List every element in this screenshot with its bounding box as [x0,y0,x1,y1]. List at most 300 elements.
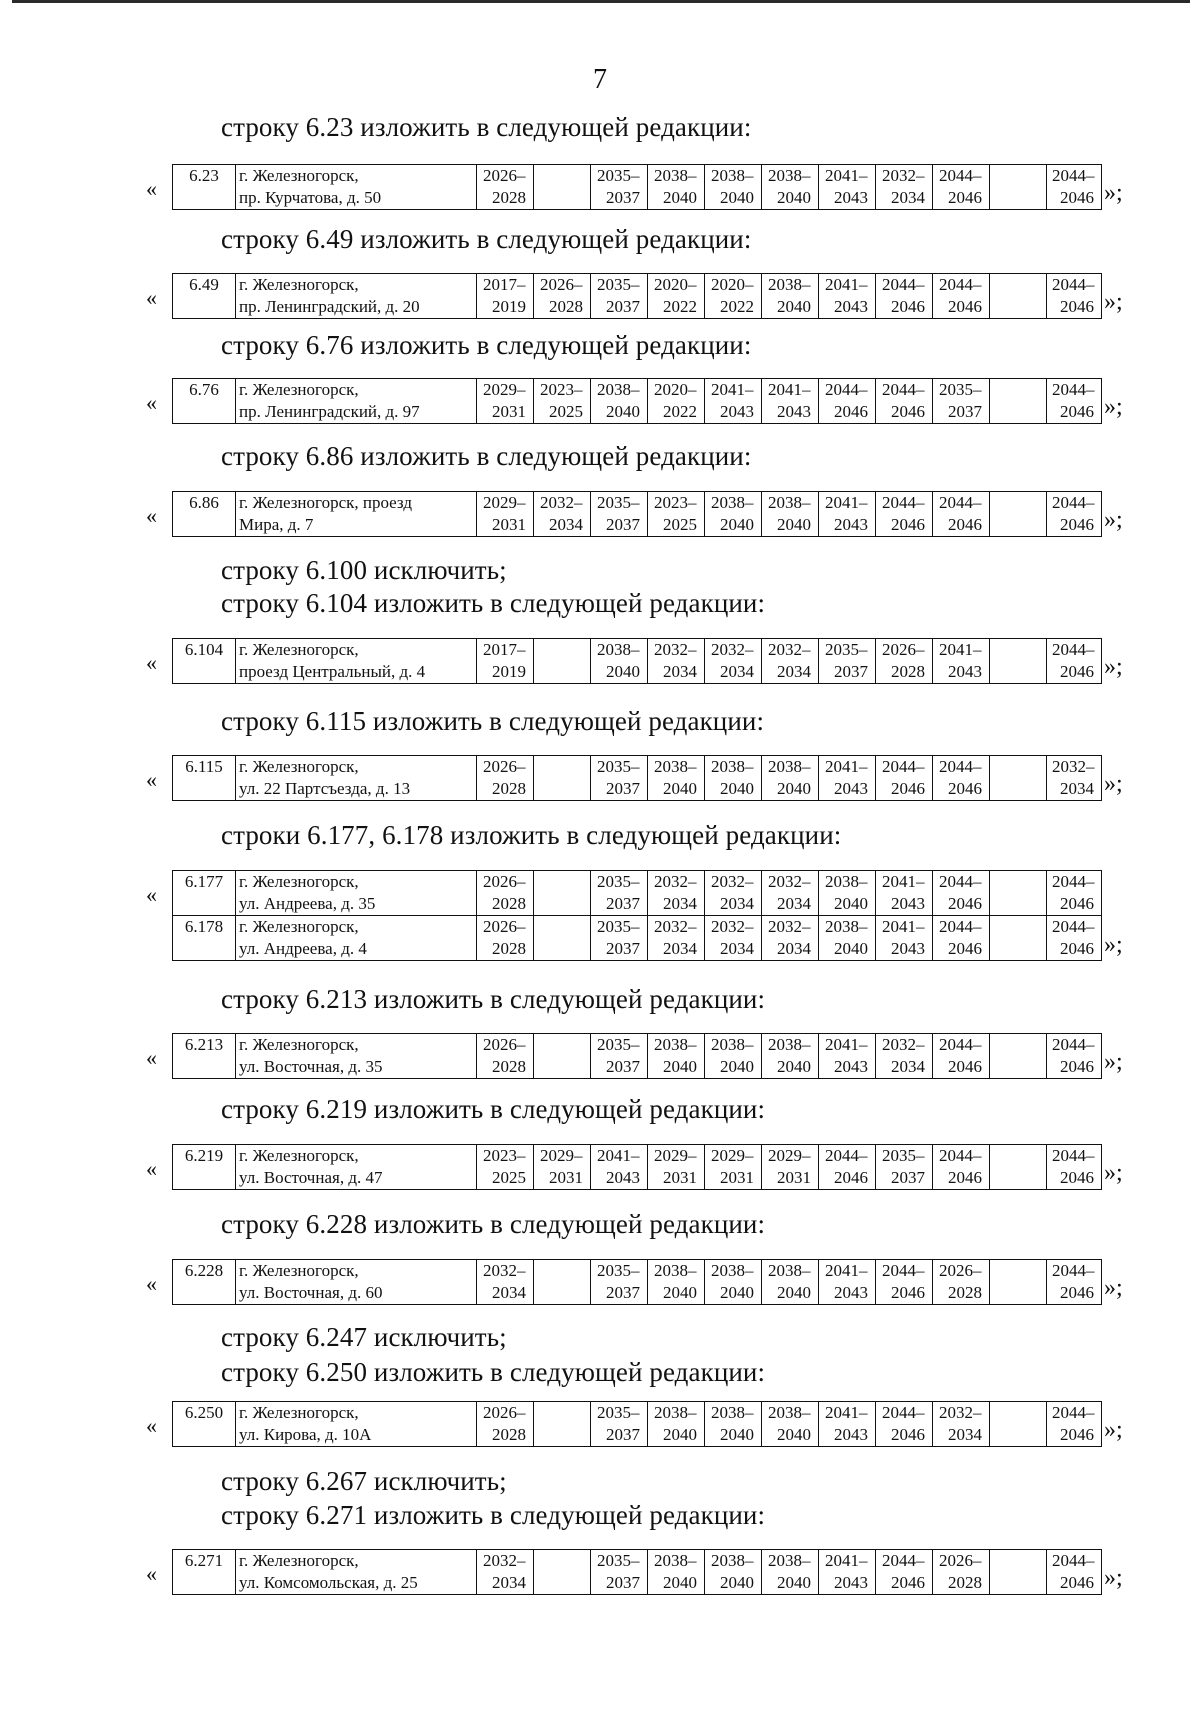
year-start: 2041– [768,380,811,399]
year-start: 2029– [711,1146,754,1165]
year-end: 2037 [606,894,640,913]
amendment-table [172,491,1102,537]
year-start: 2035– [597,493,640,512]
year-range-cell [876,492,933,537]
year-start: 2032– [711,917,754,936]
year-range-cell [648,1145,705,1190]
year-end [537,938,587,960]
year-range-cell [534,639,591,684]
address-cell [236,756,477,801]
year-range-cell [591,1145,648,1190]
instruction-6-86: строку 6.86 изложить в следующей редакции: [221,441,752,471]
row-number-cell [173,871,236,916]
year-start: 2029– [768,1146,811,1165]
address-cell [236,916,477,961]
year-end: 2025 [663,515,697,534]
year-range-cell [933,639,990,684]
year-end: 2046 [891,779,925,798]
year-range-cell [591,756,648,801]
year-end: 2037 [606,515,640,534]
year-start: 2044– [939,493,982,512]
year-range-cell [477,1402,534,1447]
year-end: 2031 [720,1168,754,1187]
open-quote: « [146,1413,157,1438]
year-start: 2041– [597,1146,640,1165]
year-range-cell [990,639,1047,684]
year-range-cell [819,1402,876,1447]
year-start: 2038– [768,757,811,776]
year-end: 2046 [891,1283,925,1302]
year-start: 2017– [483,275,526,294]
year-range-cell [648,1260,705,1305]
year-start [993,492,1043,514]
row-number-cell [173,916,236,961]
year-range-cell [705,916,762,961]
year-range-cell [705,379,762,424]
year-range-cell [762,165,819,210]
address-line-2: пр. Курчатова, д. 50 [239,188,382,207]
year-range-cell [591,379,648,424]
address-line-1: г. Железногорск, [239,917,359,936]
row-number: 6.76 [189,380,219,399]
year-start: 2038– [711,1035,754,1054]
year-range-cell [705,1402,762,1447]
address-cell [236,1145,477,1190]
year-end: 2046 [948,1168,982,1187]
year-start: 2035– [597,917,640,936]
year-start: 2023– [483,1146,526,1165]
year-range-cell [477,1145,534,1190]
close-quote: »; [1104,289,1123,315]
open-quote: « [146,1271,157,1296]
close-quote: »; [1104,394,1123,420]
row-number: 6.115 [185,757,223,776]
year-start [993,639,1043,661]
amendment-table [172,755,1102,801]
year-start [993,274,1043,296]
year-end: 2040 [663,1057,697,1076]
total-year-range-cell [1047,916,1102,961]
year-range-cell [876,1034,933,1079]
year-end [993,661,1043,683]
year-start [993,756,1043,778]
row-number-cell [173,1402,236,1447]
instruction-6-23: строку 6.23 изложить в следующей редакции: [221,112,752,142]
year-start: 2032– [711,872,754,891]
address-cell [236,379,477,424]
year-end: 2046 [891,1425,925,1444]
year-range-cell [534,1550,591,1595]
year-end: 2031 [492,402,526,421]
year-start: 2026– [483,917,526,936]
address-line-2: ул. Восточная, д. 60 [239,1283,383,1302]
year-end: 2043 [720,402,754,421]
year-end: 2037 [834,662,868,681]
year-start: 2038– [654,1403,697,1422]
instruction-6-247: строку 6.247 исключить; [221,1322,507,1352]
total-year-range-cell [1047,1260,1102,1305]
year-start: 2032– [654,917,697,936]
year-end: 2034 [492,1283,526,1302]
table-row [173,871,1102,916]
year-end: 2043 [606,1168,640,1187]
year-end: 2046 [1060,188,1094,207]
year-range-cell [762,916,819,961]
year-start: 2038– [654,757,697,776]
row-number: 6.23 [189,166,219,185]
year-end: 2040 [720,779,754,798]
total-year-range-cell [1047,1145,1102,1190]
year-range-cell [933,1145,990,1190]
year-start [537,1034,587,1056]
year-range-cell [819,1145,876,1190]
year-end: 2037 [606,1573,640,1592]
row-number: 6.271 [184,1551,224,1570]
year-end: 2040 [720,1573,754,1592]
year-end: 2028 [891,662,925,681]
year-start: 2044– [1052,1146,1095,1165]
year-start: 2044– [1052,1551,1095,1570]
year-start: 2044– [939,1146,982,1165]
year-range-cell [648,492,705,537]
address-line-1: г. Железногорск, [239,380,359,399]
year-end: 2037 [606,939,640,958]
year-range-cell [648,1402,705,1447]
year-end: 2037 [606,779,640,798]
year-end: 2046 [948,894,982,913]
amendment-table [172,870,1102,961]
year-range-cell [762,756,819,801]
year-end: 2040 [720,515,754,534]
year-start: 2035– [597,1035,640,1054]
year-range-cell [819,639,876,684]
year-start [537,1550,587,1572]
year-range-cell [477,1260,534,1305]
year-start [993,916,1043,938]
year-range-cell [648,165,705,210]
year-end: 2040 [834,939,868,958]
year-range-cell [477,756,534,801]
year-end [993,778,1043,800]
year-start: 2044– [1052,493,1095,512]
year-range-cell [819,1550,876,1595]
year-start: 2035– [597,872,640,891]
year-end: 2034 [549,515,583,534]
year-end: 2040 [777,1425,811,1444]
year-start: 2038– [825,917,868,936]
year-start: 2035– [597,757,640,776]
year-end: 2046 [1060,939,1094,958]
year-range-cell [933,1034,990,1079]
year-start: 2035– [597,275,640,294]
year-start: 2044– [1052,1035,1095,1054]
year-start [993,165,1043,187]
total-year-range-cell [1047,379,1102,424]
year-range-cell [990,1034,1047,1079]
year-range-cell [705,165,762,210]
address-cell [236,1034,477,1079]
year-range-cell [705,1034,762,1079]
year-end: 2043 [834,188,868,207]
year-range-cell [819,379,876,424]
year-end: 2046 [948,939,982,958]
year-end [993,401,1043,423]
year-start: 2044– [939,917,982,936]
address-line-1: г. Железногорск, [239,275,359,294]
year-end [537,1282,587,1304]
year-start: 2044– [882,275,925,294]
year-end: 2028 [492,188,526,207]
year-range-cell [762,1145,819,1190]
year-start: 2029– [540,1146,583,1165]
year-end [993,514,1043,536]
instruction-6-76: строку 6.76 изложить в следующей редакции: [221,330,752,360]
amendment-table [172,1549,1102,1595]
year-end: 2043 [834,1057,868,1076]
year-start: 2044– [1052,872,1095,891]
total-year-range-cell [1047,492,1102,537]
year-end: 2031 [663,1168,697,1187]
year-range-cell [876,1550,933,1595]
year-end: 2034 [777,939,811,958]
total-year-range-cell [1047,871,1102,916]
year-start: 2026– [483,1403,526,1422]
year-end: 2043 [834,779,868,798]
year-end [993,1056,1043,1078]
year-end: 2046 [891,1573,925,1592]
year-range-cell [477,871,534,916]
year-end: 2040 [663,188,697,207]
instruction-6-100: строку 6.100 исключить; [221,555,507,585]
year-end: 2034 [777,894,811,913]
year-range-cell [933,379,990,424]
year-end: 2046 [948,188,982,207]
instruction-6-267: строку 6.267 исключить; [221,1466,507,1496]
year-end [993,893,1043,915]
year-end [537,893,587,915]
year-start: 2032– [711,640,754,659]
amendment-table [172,1144,1102,1190]
year-range-cell [648,871,705,916]
year-start: 2044– [882,380,925,399]
year-start: 2038– [711,166,754,185]
year-end: 2031 [549,1168,583,1187]
year-range-cell [705,1550,762,1595]
address-line-2: пр. Ленинградский, д. 97 [239,402,420,421]
row-number: 6.178 [184,917,224,936]
year-start: 2029– [654,1146,697,1165]
year-range-cell [534,1145,591,1190]
year-range-cell [534,1402,591,1447]
year-end: 2040 [834,894,868,913]
year-end: 2034 [492,1573,526,1592]
year-range-cell [990,274,1047,319]
year-end: 2028 [492,1425,526,1444]
row-number: 6.49 [189,275,219,294]
year-end: 2025 [549,402,583,421]
row-number-cell [173,1145,236,1190]
year-range-cell [762,1034,819,1079]
year-end: 2040 [663,779,697,798]
year-start: 2035– [825,640,868,659]
year-start: 2029– [483,493,526,512]
year-start: 2038– [711,1403,754,1422]
year-start: 2044– [1052,275,1095,294]
year-end [537,1572,587,1594]
instruction-6-228: строку 6.228 изложить в следующей редакции: [221,1209,766,1239]
year-start [537,165,587,187]
open-quote: « [146,882,157,907]
year-end: 2040 [606,662,640,681]
address-cell [236,639,477,684]
year-end: 2043 [834,1573,868,1592]
year-end: 2028 [492,894,526,913]
year-range-cell [591,274,648,319]
year-range-cell [591,1402,648,1447]
table-row [173,1034,1102,1079]
address-line-2: ул. Комсомольская, д. 25 [239,1573,418,1592]
year-start: 2038– [654,1261,697,1280]
year-start: 2038– [825,872,868,891]
year-end: 2037 [891,1168,925,1187]
year-end [537,778,587,800]
year-start: 2032– [882,1035,925,1054]
year-end: 2025 [492,1168,526,1187]
year-end: 2034 [891,1057,925,1076]
open-quote: « [146,1156,157,1181]
year-end [993,1167,1043,1189]
year-start: 2026– [483,1035,526,1054]
amendment-table [172,1401,1102,1447]
year-start: 2044– [939,1035,982,1054]
year-end: 2040 [606,402,640,421]
year-end [537,1424,587,1446]
year-end: 2037 [948,402,982,421]
row-number-cell [173,1260,236,1305]
year-start: 2038– [768,493,811,512]
year-range-cell [990,1402,1047,1447]
year-start: 2041– [825,757,868,776]
year-end: 2040 [777,1573,811,1592]
amendment-table [172,164,1102,210]
year-range-cell [933,274,990,319]
address-line-2: ул. Андреева, д. 4 [239,939,367,958]
year-end: 2043 [834,1425,868,1444]
year-end: 2040 [720,1283,754,1302]
year-end: 2034 [948,1425,982,1444]
year-end: 2034 [663,894,697,913]
open-quote: « [146,390,157,415]
open-quote: « [146,176,157,201]
year-end: 2040 [663,1425,697,1444]
year-end [537,661,587,683]
year-start: 2044– [882,1551,925,1570]
year-start: 2038– [597,380,640,399]
year-range-cell [876,379,933,424]
year-end: 2043 [891,894,925,913]
year-range-cell [477,492,534,537]
year-end: 2022 [663,297,697,316]
year-range-cell [591,916,648,961]
year-start: 2032– [768,872,811,891]
year-end: 2034 [663,662,697,681]
address-line-2: ул. Андреева, д. 35 [239,894,376,913]
open-quote: « [146,650,157,675]
year-start [993,1260,1043,1282]
address-line-2: ул. Восточная, д. 35 [239,1057,383,1076]
year-range-cell [648,756,705,801]
year-end: 2046 [948,779,982,798]
instruction-6-250: строку 6.250 изложить в следующей редакции: [221,1357,766,1387]
year-range-cell [933,871,990,916]
year-start: 2020– [654,275,697,294]
year-start: 2041– [825,275,868,294]
amendment-table [172,1259,1102,1305]
year-end: 2037 [606,1057,640,1076]
year-start: 2023– [540,380,583,399]
year-range-cell [819,1260,876,1305]
year-start: 2035– [597,1403,640,1422]
address-cell [236,492,477,537]
year-range-cell [990,492,1047,537]
year-end: 2037 [606,1425,640,1444]
year-range-cell [933,1402,990,1447]
year-start: 2038– [768,1551,811,1570]
year-end: 2043 [834,297,868,316]
year-range-cell [990,756,1047,801]
year-range-cell [705,871,762,916]
year-end: 2046 [1060,1425,1094,1444]
year-start: 2041– [825,493,868,512]
year-start: 2026– [483,872,526,891]
year-start: 2017– [483,640,526,659]
year-start: 2041– [825,1551,868,1570]
year-start: 2038– [711,1261,754,1280]
year-range-cell [534,379,591,424]
table-row [173,1402,1102,1447]
year-range-cell [876,756,933,801]
year-start: 2041– [825,1035,868,1054]
total-year-range-cell [1047,274,1102,319]
close-quote: »; [1104,1417,1123,1443]
row-number-cell [173,274,236,319]
year-start: 2044– [825,1146,868,1165]
table-row [173,916,1102,961]
year-start: 2032– [483,1261,526,1280]
year-start: 2038– [768,166,811,185]
year-end [993,187,1043,209]
year-start: 2032– [882,166,925,185]
year-end: 2046 [948,515,982,534]
year-end [993,1424,1043,1446]
page-top-edge [12,0,1190,3]
year-range-cell [591,1550,648,1595]
total-year-range-cell [1047,1550,1102,1595]
year-range-cell [876,1145,933,1190]
address-line-2: ул. Кирова, д. 10А [239,1425,372,1444]
year-end: 2046 [1060,662,1094,681]
year-start: 2044– [939,757,982,776]
address-line-2: Мира, д. 7 [239,515,314,534]
close-quote: »; [1104,180,1123,206]
year-start: 2032– [483,1551,526,1570]
year-range-cell [990,1550,1047,1595]
year-start: 2041– [825,1261,868,1280]
row-number: 6.219 [184,1146,224,1165]
year-range-cell [534,871,591,916]
open-quote: « [146,285,157,310]
row-number: 6.104 [184,640,224,659]
